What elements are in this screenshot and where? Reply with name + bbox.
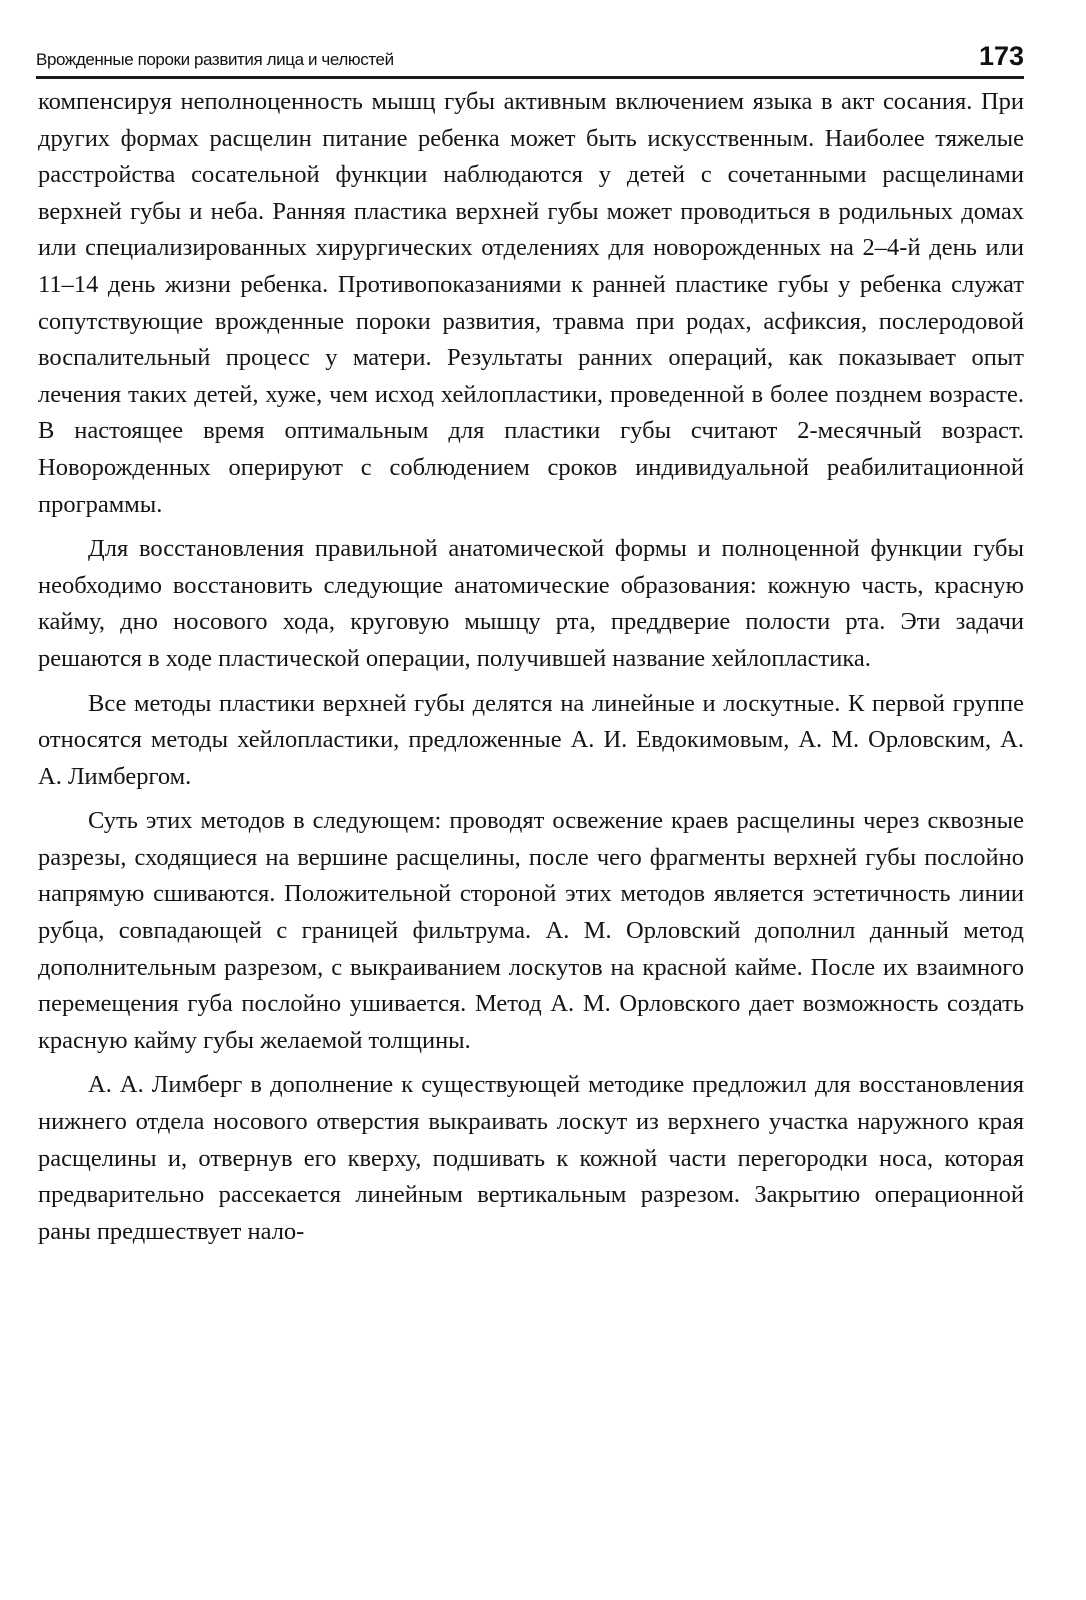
body-text xyxy=(38,84,1024,1258)
page-number: 173 xyxy=(978,41,1024,71)
page-header xyxy=(36,36,1024,79)
paragraph-limberg-method: А. А. Лимберг в дополнение к существующей методике предложил для восстановления нижнего отдела носового отверстия выкраивать лоскут из верхнего участка наружного края расщелины и, отвернув его кверху, подшивать к кожной части перегородки носа, которая предварительно рассекается линейным вертикальным разрезом. Закрытию операционной раны предшествует нало- xyxy=(38,1071,1024,1245)
paragraph-methods-essence: Суть этих методов в следующем: проводят освежение краев расщелины через сквозные разрезы, сходящиеся на вершине расщелины, после чего фрагменты верхней губы послойно напрямую сшиваются. Положительной стороной этих методов является эстетичность линии рубца, совпадающей с границей фильтрума. А. М. Орловский дополнил данный метод дополнительным разрезом, с выкраиванием лоскутов на красной кайме. После их взаимного перемещения губа послойно ушивается. Метод А. М. Орловского дает возможность создать красную кайму губы желаемой толщины. xyxy=(38,807,1024,1054)
running-title: Врожденные пороки развития лица и челюстей xyxy=(36,50,394,69)
paragraph-anatomical-structures: Для восстановления правильной анатомической формы и полноценной функции губы необходимо восстановить следующие анатомические образования: кожную часть, красную кайму, дно носового хода, круговую мышцу рта, преддверие полости рта. Эти задачи решаются в ходе пластической операции, получившей название хейлопластика. xyxy=(38,535,1024,672)
paragraph-continuation: компенсируя неполноценность мышц губы активным включением языка в акт сосания. При других формах расщелин питание ребенка может быть искусственным. Наиболее тяжелые расстройства сосательной функции наблюдаются у детей с сочетанными расщелинами верхней губы и неба. Ранняя пластика верхней губы может проводиться в родильных домах или специализированных хирургических отделениях для новорожденных на 2–4-й день или 11–14 день жизни ребенка. Противопоказаниями к ранней пластике губы у ребенка служат сопутствующие врожденные пороки развития, травма при родах, асфиксия, послеродовой воспалительный процесс у матери. Результаты ранних операций, как показывает опыт лечения таких детей, хуже, чем исход хейлопластики, проведенной в более позднем возрасте. В настоящее время оптимальным для пластики губы считают 2-месячный возраст. Новорожденных оперируют с соблюдением сроков индивидуальной реабилитационной программы. xyxy=(38,88,1024,518)
paragraph-methods-classification: Все методы пластики верхней губы делятся на линейные и лоскутные. К первой группе относятся методы хейлопластики, предложенные А. И. Евдокимовым, А. М. Орловским, А. А. Лимбергом. xyxy=(38,689,1024,790)
